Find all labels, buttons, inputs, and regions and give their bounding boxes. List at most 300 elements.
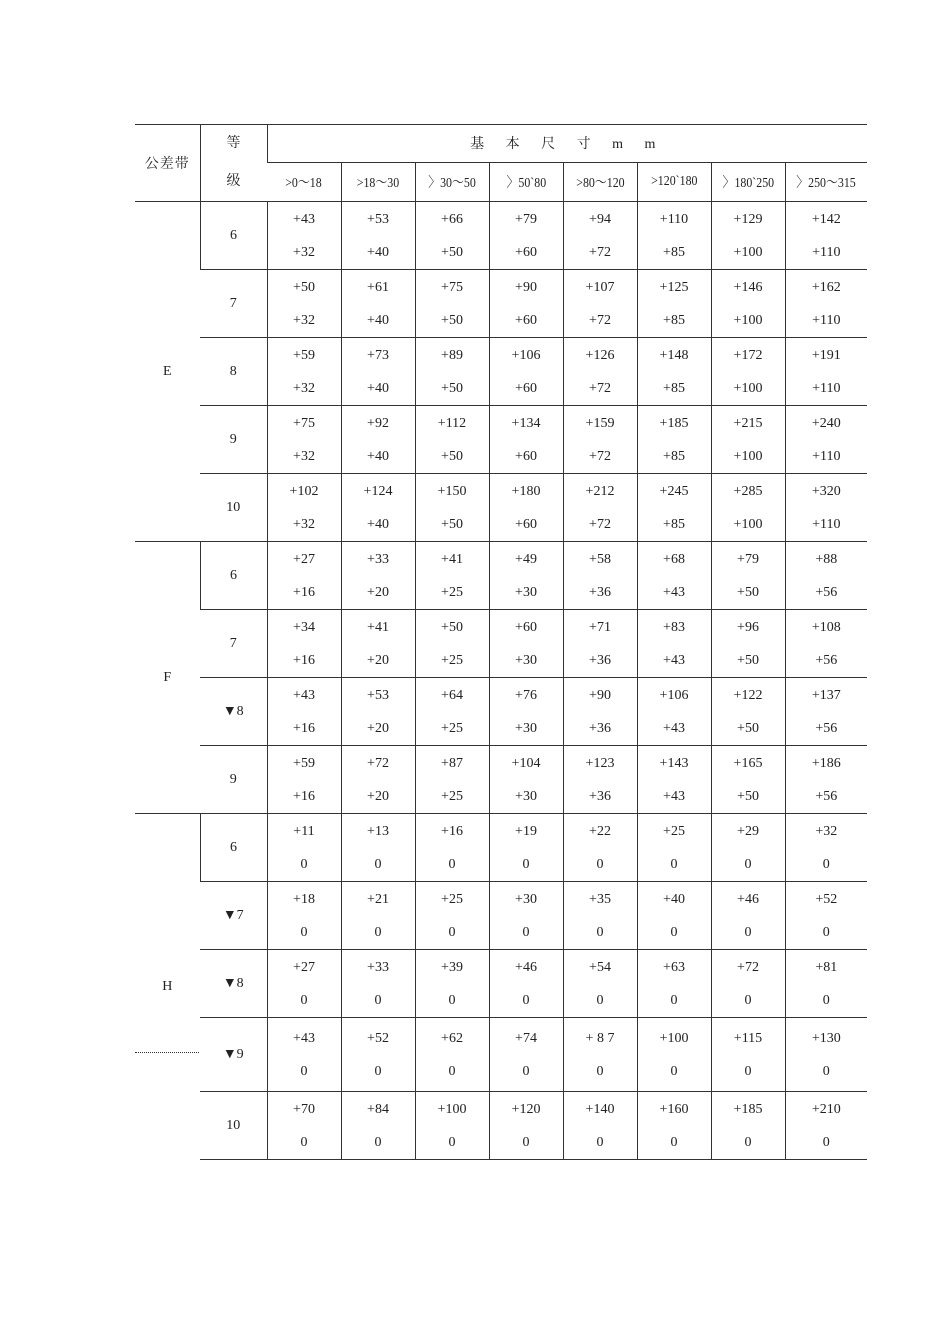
range-header-6 [637, 162, 711, 201]
lower-deviation: 0 [744, 1134, 752, 1150]
deviation-cell [341, 882, 415, 950]
deviation-cell [637, 950, 711, 1018]
upper-deviation: +106 [659, 687, 689, 703]
upper-deviation: +35 [589, 891, 611, 907]
grade-cell: 7 [200, 610, 267, 678]
upper-deviation: +27 [293, 959, 315, 975]
lower-deviation: +110 [812, 448, 841, 464]
upper-deviation: +33 [367, 959, 389, 975]
lower-deviation: +36 [589, 720, 611, 736]
deviation-cell [785, 610, 867, 678]
grade-cell: 9 [200, 746, 267, 814]
lower-deviation: +110 [812, 516, 841, 532]
lower-deviation: +50 [441, 516, 463, 532]
lower-deviation: +50 [737, 584, 759, 600]
deviation-cell [637, 610, 711, 678]
upper-deviation: +43 [293, 211, 315, 227]
range-header-1 [267, 162, 341, 201]
upper-deviation: +63 [663, 959, 685, 975]
lower-deviation: +16 [293, 788, 315, 804]
lower-deviation: +16 [293, 652, 315, 668]
deviation-cell [489, 474, 563, 542]
deviation-cell [415, 678, 489, 746]
deviation-cell [341, 202, 415, 270]
lower-deviation: +72 [589, 448, 611, 464]
deviation-cell [415, 882, 489, 950]
upper-deviation: +129 [733, 211, 763, 227]
deviation-cell [341, 746, 415, 814]
deviation-cell [415, 746, 489, 814]
deviation-cell [711, 746, 785, 814]
upper-deviation: +32 [815, 823, 838, 839]
upper-deviation: +71 [589, 619, 611, 635]
deviation-cell [489, 338, 563, 406]
table-row [135, 542, 867, 610]
deviation-cell [563, 542, 637, 610]
upper-deviation: +29 [737, 823, 759, 839]
deviation-cell [415, 474, 489, 542]
lower-deviation: +50 [441, 380, 463, 396]
deviation-cell [711, 678, 785, 746]
lower-deviation: +72 [589, 516, 611, 532]
deviation-cell [415, 1092, 489, 1160]
lower-deviation: +25 [441, 652, 463, 668]
deviation-cell [341, 610, 415, 678]
table-row [135, 474, 867, 542]
upper-deviation: +54 [589, 959, 611, 975]
deviation-cell [489, 1018, 563, 1092]
upper-deviation: +185 [733, 1101, 763, 1117]
zone-cell-h: H [135, 814, 200, 1160]
deviation-cell [563, 474, 637, 542]
deviation-cell [563, 1092, 637, 1160]
grade-header-bottom: 级 [226, 174, 241, 189]
upper-deviation: +110 [659, 211, 689, 227]
deviation-cell [711, 338, 785, 406]
lower-deviation: 0 [522, 856, 530, 872]
upper-deviation: +112 [437, 415, 467, 431]
deviation-cell [563, 338, 637, 406]
deviation-cell [341, 1018, 415, 1092]
lower-deviation: +100 [733, 380, 763, 396]
deviation-cell [785, 406, 867, 474]
deviation-cell [785, 474, 867, 542]
grade-cell: ▼9 [200, 1018, 267, 1092]
deviation-cell [267, 542, 341, 610]
zone-header-label: 公差带 [144, 157, 190, 172]
lower-deviation: 0 [744, 1063, 752, 1079]
lower-deviation: +43 [663, 584, 685, 600]
lower-deviation: +25 [441, 788, 463, 804]
lower-deviation: +20 [367, 584, 389, 600]
upper-deviation: +75 [293, 415, 315, 431]
upper-deviation: +150 [437, 483, 467, 499]
grade-cell: 6 [200, 542, 267, 610]
grade-cell: ▼8 [200, 678, 267, 746]
lower-deviation: 0 [596, 924, 604, 940]
deviation-cell [267, 678, 341, 746]
deviation-cell [489, 610, 563, 678]
upper-deviation: +22 [589, 823, 611, 839]
lower-deviation: 0 [300, 856, 308, 872]
deviation-cell [267, 270, 341, 338]
lower-deviation: +100 [733, 312, 763, 328]
deviation-cell [563, 610, 637, 678]
deviation-cell [415, 1018, 489, 1092]
upper-deviation: +108 [811, 619, 841, 635]
lower-deviation: +100 [733, 244, 763, 260]
deviation-cell [563, 406, 637, 474]
upper-deviation: +104 [511, 755, 541, 771]
range-header-4 [489, 162, 563, 201]
upper-deviation: +122 [733, 687, 763, 703]
lower-deviation: +50 [737, 720, 759, 736]
lower-deviation: 0 [596, 856, 604, 872]
upper-deviation: +143 [659, 755, 689, 771]
lower-deviation: 0 [374, 856, 382, 872]
lower-deviation: +110 [812, 380, 841, 396]
upper-deviation: +53 [367, 687, 389, 703]
deviation-cell [489, 202, 563, 270]
lower-deviation: +50 [441, 312, 463, 328]
lower-deviation: 0 [522, 1134, 530, 1150]
upper-deviation: +50 [441, 619, 463, 635]
upper-deviation: +16 [441, 823, 463, 839]
lower-deviation: +56 [815, 652, 838, 668]
lower-deviation: 0 [522, 992, 530, 1008]
upper-deviation: +320 [811, 483, 841, 499]
lower-deviation: +20 [367, 652, 389, 668]
deviation-cell [267, 338, 341, 406]
lower-deviation: 0 [522, 1063, 530, 1079]
upper-deviation: +59 [293, 347, 315, 363]
lower-deviation: 0 [822, 992, 830, 1008]
deviation-cell [415, 610, 489, 678]
deviation-cell [267, 882, 341, 950]
deviation-cell [785, 814, 867, 882]
lower-deviation: +85 [663, 516, 685, 532]
lower-deviation: +50 [441, 244, 463, 260]
deviation-cell [711, 610, 785, 678]
deviation-cell [341, 1092, 415, 1160]
deviation-cell [711, 270, 785, 338]
grade-cell: 9 [200, 406, 267, 474]
upper-deviation: +52 [367, 1030, 389, 1046]
deviation-cell [341, 678, 415, 746]
grade-header [200, 125, 267, 202]
upper-deviation: +19 [515, 823, 537, 839]
range-header-label: >120`180 [650, 173, 698, 189]
lower-deviation: +72 [589, 380, 611, 396]
upper-deviation: +185 [659, 415, 689, 431]
range-header-5 [563, 162, 637, 201]
upper-deviation: + 8 7 [585, 1030, 615, 1046]
lower-deviation: +36 [589, 652, 611, 668]
deviation-cell [267, 950, 341, 1018]
upper-deviation: +72 [737, 959, 759, 975]
range-header-8 [785, 162, 867, 201]
lower-deviation: +20 [367, 720, 389, 736]
upper-deviation: +240 [811, 415, 841, 431]
table-row [135, 1092, 867, 1160]
lower-deviation: +36 [589, 584, 611, 600]
lower-deviation: 0 [744, 924, 752, 940]
table-row [135, 202, 867, 270]
upper-deviation: +74 [515, 1030, 537, 1046]
upper-deviation: +46 [515, 959, 537, 975]
upper-deviation: +130 [811, 1030, 841, 1046]
upper-deviation: +61 [367, 279, 389, 295]
grade-cell: 6 [200, 814, 267, 882]
deviation-cell [267, 746, 341, 814]
deviation-cell [785, 270, 867, 338]
upper-deviation: +96 [737, 619, 759, 635]
upper-deviation: +79 [515, 211, 537, 227]
upper-deviation: +72 [367, 755, 389, 771]
range-header-label: 〉50`80 [506, 175, 546, 191]
deviation-cell [637, 542, 711, 610]
upper-deviation: +100 [437, 1101, 467, 1117]
lower-deviation: 0 [300, 924, 308, 940]
deviation-cell [563, 678, 637, 746]
lower-deviation: +72 [589, 312, 611, 328]
deviation-cell [267, 1092, 341, 1160]
deviation-cell [637, 678, 711, 746]
lower-deviation: +30 [515, 720, 537, 736]
lower-deviation: 0 [374, 1063, 382, 1079]
lower-deviation: +110 [812, 244, 841, 260]
lower-deviation: +43 [663, 788, 685, 804]
deviation-cell [563, 746, 637, 814]
upper-deviation: +25 [441, 891, 463, 907]
lower-deviation: +100 [733, 516, 763, 532]
upper-deviation: +88 [815, 551, 838, 567]
upper-deviation: +84 [367, 1101, 389, 1117]
range-header-label: 〉30～50 [428, 175, 476, 191]
lower-deviation: +32 [293, 380, 315, 396]
deviation-cell [785, 678, 867, 746]
upper-deviation: +13 [367, 823, 389, 839]
upper-deviation: +33 [367, 551, 389, 567]
upper-deviation: +79 [737, 551, 759, 567]
deviation-cell [637, 474, 711, 542]
range-header-label: >80～120 [575, 175, 625, 191]
deviation-cell [637, 338, 711, 406]
lower-deviation: +72 [589, 244, 611, 260]
zone-cell-e: E [135, 202, 200, 542]
table-row [135, 814, 867, 882]
upper-deviation: +25 [663, 823, 685, 839]
deviation-cell [489, 882, 563, 950]
upper-deviation: +102 [289, 483, 319, 499]
deviation-cell [341, 814, 415, 882]
deviation-cell [341, 338, 415, 406]
lower-deviation: 0 [670, 992, 678, 1008]
lower-deviation: +36 [589, 788, 611, 804]
deviation-cell [563, 950, 637, 1018]
upper-deviation: +75 [441, 279, 463, 295]
lower-deviation: +50 [737, 652, 759, 668]
lower-deviation: +16 [293, 720, 315, 736]
upper-deviation: +245 [659, 483, 689, 499]
upper-deviation: +52 [815, 891, 838, 907]
deviation-cell [637, 882, 711, 950]
upper-deviation: +148 [659, 347, 689, 363]
grade-cell: 10 [200, 474, 267, 542]
upper-deviation: +68 [663, 551, 685, 567]
upper-deviation: +142 [811, 211, 841, 227]
deviation-cell [785, 338, 867, 406]
upper-deviation: +66 [441, 211, 463, 227]
upper-deviation: +120 [511, 1101, 541, 1117]
deviation-cell [711, 474, 785, 542]
lower-deviation: 0 [670, 1063, 678, 1079]
upper-deviation: +46 [737, 891, 759, 907]
upper-deviation: +285 [733, 483, 763, 499]
upper-deviation: +73 [367, 347, 389, 363]
dotted-divider [135, 1052, 199, 1053]
deviation-cell [267, 406, 341, 474]
upper-deviation: +40 [663, 891, 685, 907]
lower-deviation: 0 [596, 1063, 604, 1079]
range-header-2 [341, 162, 415, 201]
upper-deviation: +106 [511, 347, 541, 363]
lower-deviation: +85 [663, 448, 685, 464]
table-row [135, 1018, 867, 1092]
lower-deviation: 0 [448, 856, 456, 872]
upper-deviation: +89 [441, 347, 463, 363]
lower-deviation: +60 [515, 312, 537, 328]
upper-deviation: +34 [293, 619, 315, 635]
upper-deviation: +87 [441, 755, 463, 771]
grade-cell: 6 [200, 202, 267, 270]
lower-deviation: +60 [515, 516, 537, 532]
table-row [135, 610, 867, 678]
table-row [135, 678, 867, 746]
upper-deviation: +162 [811, 279, 841, 295]
lower-deviation: 0 [300, 992, 308, 1008]
lower-deviation: +85 [663, 312, 685, 328]
upper-deviation: +39 [441, 959, 463, 975]
upper-deviation: +64 [441, 687, 463, 703]
table-row [135, 270, 867, 338]
deviation-cell [341, 950, 415, 1018]
lower-deviation: +40 [367, 516, 389, 532]
upper-deviation: +70 [293, 1101, 315, 1117]
upper-deviation: +92 [367, 415, 389, 431]
deviation-cell [563, 882, 637, 950]
upper-deviation: +134 [511, 415, 541, 431]
lower-deviation: +32 [293, 448, 315, 464]
lower-deviation: +40 [367, 244, 389, 260]
lower-deviation: 0 [448, 1063, 456, 1079]
deviation-cell [415, 202, 489, 270]
deviation-cell [341, 474, 415, 542]
deviation-cell [489, 270, 563, 338]
deviation-cell [637, 746, 711, 814]
upper-deviation: +125 [659, 279, 689, 295]
lower-deviation: 0 [822, 1134, 830, 1150]
upper-deviation: +18 [293, 891, 315, 907]
deviation-cell [637, 406, 711, 474]
tolerance-table [135, 124, 867, 1160]
lower-deviation: +100 [733, 448, 763, 464]
upper-deviation: +180 [511, 483, 541, 499]
grade-header-top: 等 [226, 136, 241, 151]
upper-deviation: +215 [733, 415, 763, 431]
lower-deviation: +43 [663, 652, 685, 668]
lower-deviation: 0 [448, 992, 456, 1008]
table-row [135, 746, 867, 814]
upper-deviation: +165 [733, 755, 763, 771]
lower-deviation: 0 [822, 856, 830, 872]
upper-deviation: +11 [293, 823, 315, 839]
upper-deviation: +90 [589, 687, 611, 703]
deviation-cell [711, 202, 785, 270]
deviation-cell [785, 882, 867, 950]
lower-deviation: 0 [596, 1134, 604, 1150]
range-header-7 [711, 162, 785, 201]
lower-deviation: +60 [515, 448, 537, 464]
deviation-cell [415, 338, 489, 406]
grade-cell: 7 [200, 270, 267, 338]
deviation-cell [415, 950, 489, 1018]
upper-deviation: +59 [293, 755, 315, 771]
zone-cell-f: F [135, 542, 200, 814]
upper-deviation: +41 [441, 551, 463, 567]
deviation-cell [711, 1092, 785, 1160]
deviation-cell [489, 814, 563, 882]
deviation-cell [341, 270, 415, 338]
lower-deviation: 0 [448, 1134, 456, 1150]
deviation-cell [711, 814, 785, 882]
lower-deviation: +25 [441, 720, 463, 736]
deviation-cell [489, 542, 563, 610]
lower-deviation: +60 [515, 380, 537, 396]
upper-deviation: +210 [811, 1101, 841, 1117]
upper-deviation: +81 [815, 959, 838, 975]
lower-deviation: +85 [663, 244, 685, 260]
lower-deviation: +16 [293, 584, 315, 600]
lower-deviation: 0 [374, 992, 382, 1008]
lower-deviation: 0 [300, 1134, 308, 1150]
upper-deviation: +83 [663, 619, 685, 635]
deviation-cell [785, 1092, 867, 1160]
upper-deviation: +27 [293, 551, 315, 567]
deviation-cell [415, 542, 489, 610]
lower-deviation: +40 [367, 448, 389, 464]
deviation-cell [785, 1018, 867, 1092]
range-header-3 [415, 162, 489, 201]
lower-deviation: 0 [522, 924, 530, 940]
grade-cell: ▼8 [200, 950, 267, 1018]
upper-deviation: +191 [811, 347, 841, 363]
range-header-label: 〉250～315 [796, 175, 857, 191]
lower-deviation: 0 [596, 992, 604, 1008]
lower-deviation: +50 [441, 448, 463, 464]
upper-deviation: +212 [585, 483, 615, 499]
upper-deviation: +146 [733, 279, 763, 295]
lower-deviation: +60 [515, 244, 537, 260]
deviation-cell [267, 202, 341, 270]
lower-deviation: 0 [744, 992, 752, 1008]
deviation-cell [563, 814, 637, 882]
table-row [135, 338, 867, 406]
lower-deviation: +40 [367, 312, 389, 328]
lower-deviation: +32 [293, 516, 315, 532]
upper-deviation: +30 [515, 891, 537, 907]
upper-deviation: +60 [515, 619, 537, 635]
